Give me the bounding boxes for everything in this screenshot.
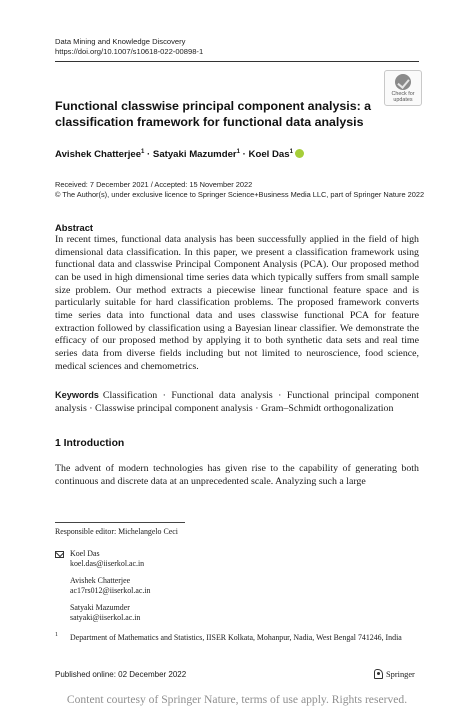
publisher-name: Springer	[386, 669, 415, 679]
crossmark-line1: Check for	[391, 91, 415, 97]
introduction-text: The advent of modern technologies has given rise to the capability of generating both continuous and discrete data at an unprecedented scale. Analyzing such a large	[55, 463, 419, 487]
contact-entry	[70, 549, 150, 570]
crossmark-icon	[395, 74, 411, 90]
author-name: Avishek Chatterjee	[55, 149, 142, 160]
author-affil-sup: 1	[289, 148, 293, 155]
footnote-rule	[55, 522, 185, 523]
abstract-text: In recent times, functional data analysis has been successfully applied in the field of high dimensional data classification. In this paper, we present a classification framework using functional data and classwise Principal Component Analysis (PCA). Our proposed method can be used in high dimensional time series data which typically suffers from small sample size problem. Our method extracts a piecewise linear functional feature space and is particularly suitable for hard classification problems. The proposed framework converts time series data into functional data and uses classwise functional PCA for feature extraction followed by classification using a Bayesian linear classifier. We demonstrate the efficacy of our proposed method by applying it to both synthetic data sets and real time series data from diverse fields including but not limited to neuroscience, food science, medical sciences and chemometrics.	[55, 234, 419, 372]
doi-link[interactable]: https://doi.org/10.1007/s10618-022-00898-1	[55, 47, 204, 56]
contact-entry	[70, 603, 150, 624]
author-list	[55, 149, 304, 161]
published-online: Published online: 02 December 2022	[55, 670, 187, 679]
affiliation-text: Department of Mathematics and Statistics, IISER Kolkata, Mohanpur, Nadia, West Bengal 741246, India	[70, 633, 402, 642]
journal-name: Data Mining and Knowledge Discovery	[55, 37, 186, 46]
paper-title: Functional classwise principal component analysis: a classification framework for functional data analysis	[55, 99, 372, 129]
publisher-logo	[374, 669, 415, 679]
copyright-notice: © The Author(s), under exclusive licence to Springer Science+Business Media LLC, part of Springer Nature 2022	[55, 190, 425, 199]
contact-name: Satyaki Mazumder	[70, 602, 130, 612]
author-name: Satyaki Mazumder	[152, 149, 237, 160]
abstract-heading: Abstract	[55, 222, 94, 233]
contact-name: Koel Das	[70, 549, 100, 558]
contact-email[interactable]: ac17rs012@iiserkol.ac.in	[70, 586, 151, 596]
keywords-text: Classification · Functional data analysis · Functional principal component analysis · Classwise principal component analysis · Gram–Schmidt orthogonalization	[55, 390, 419, 414]
check-for-updates-badge[interactable]	[384, 70, 422, 106]
contact-email[interactable]: satyaki@iiserkol.ac.in	[70, 613, 141, 623]
contact-entry	[70, 576, 150, 597]
author-affil-sup: 1	[236, 148, 240, 155]
contact-list	[70, 549, 150, 629]
springer-horse-icon	[374, 669, 383, 679]
article-dates	[55, 180, 424, 200]
envelope-icon	[55, 551, 64, 558]
author-separator: ·	[147, 149, 151, 160]
keywords	[55, 389, 419, 415]
responsible-editor: Responsible editor: Michelangelo Ceci	[55, 527, 178, 536]
journal-header	[55, 37, 203, 57]
crossmark-line2: updates	[393, 97, 413, 103]
received-accepted: Received: 7 December 2021 / Accepted: 15 November 2022	[55, 180, 253, 189]
header-rule	[55, 61, 419, 62]
author-separator: ·	[242, 149, 246, 160]
orcid-icon[interactable]	[295, 149, 304, 158]
courtesy-notice: Content courtesy of Springer Nature, terms of use apply. Rights reserved.	[66, 693, 408, 706]
author-affil-sup: 1	[141, 148, 145, 155]
contact-email[interactable]: koel.das@iiserkol.ac.in	[70, 559, 145, 569]
affiliation-number: 1	[55, 632, 58, 638]
author-name: Koel Das	[248, 149, 290, 160]
contact-name: Avishek Chatterjee	[70, 575, 131, 585]
keywords-label: Keywords	[55, 390, 99, 400]
introduction-heading: 1 Introduction	[55, 438, 125, 449]
